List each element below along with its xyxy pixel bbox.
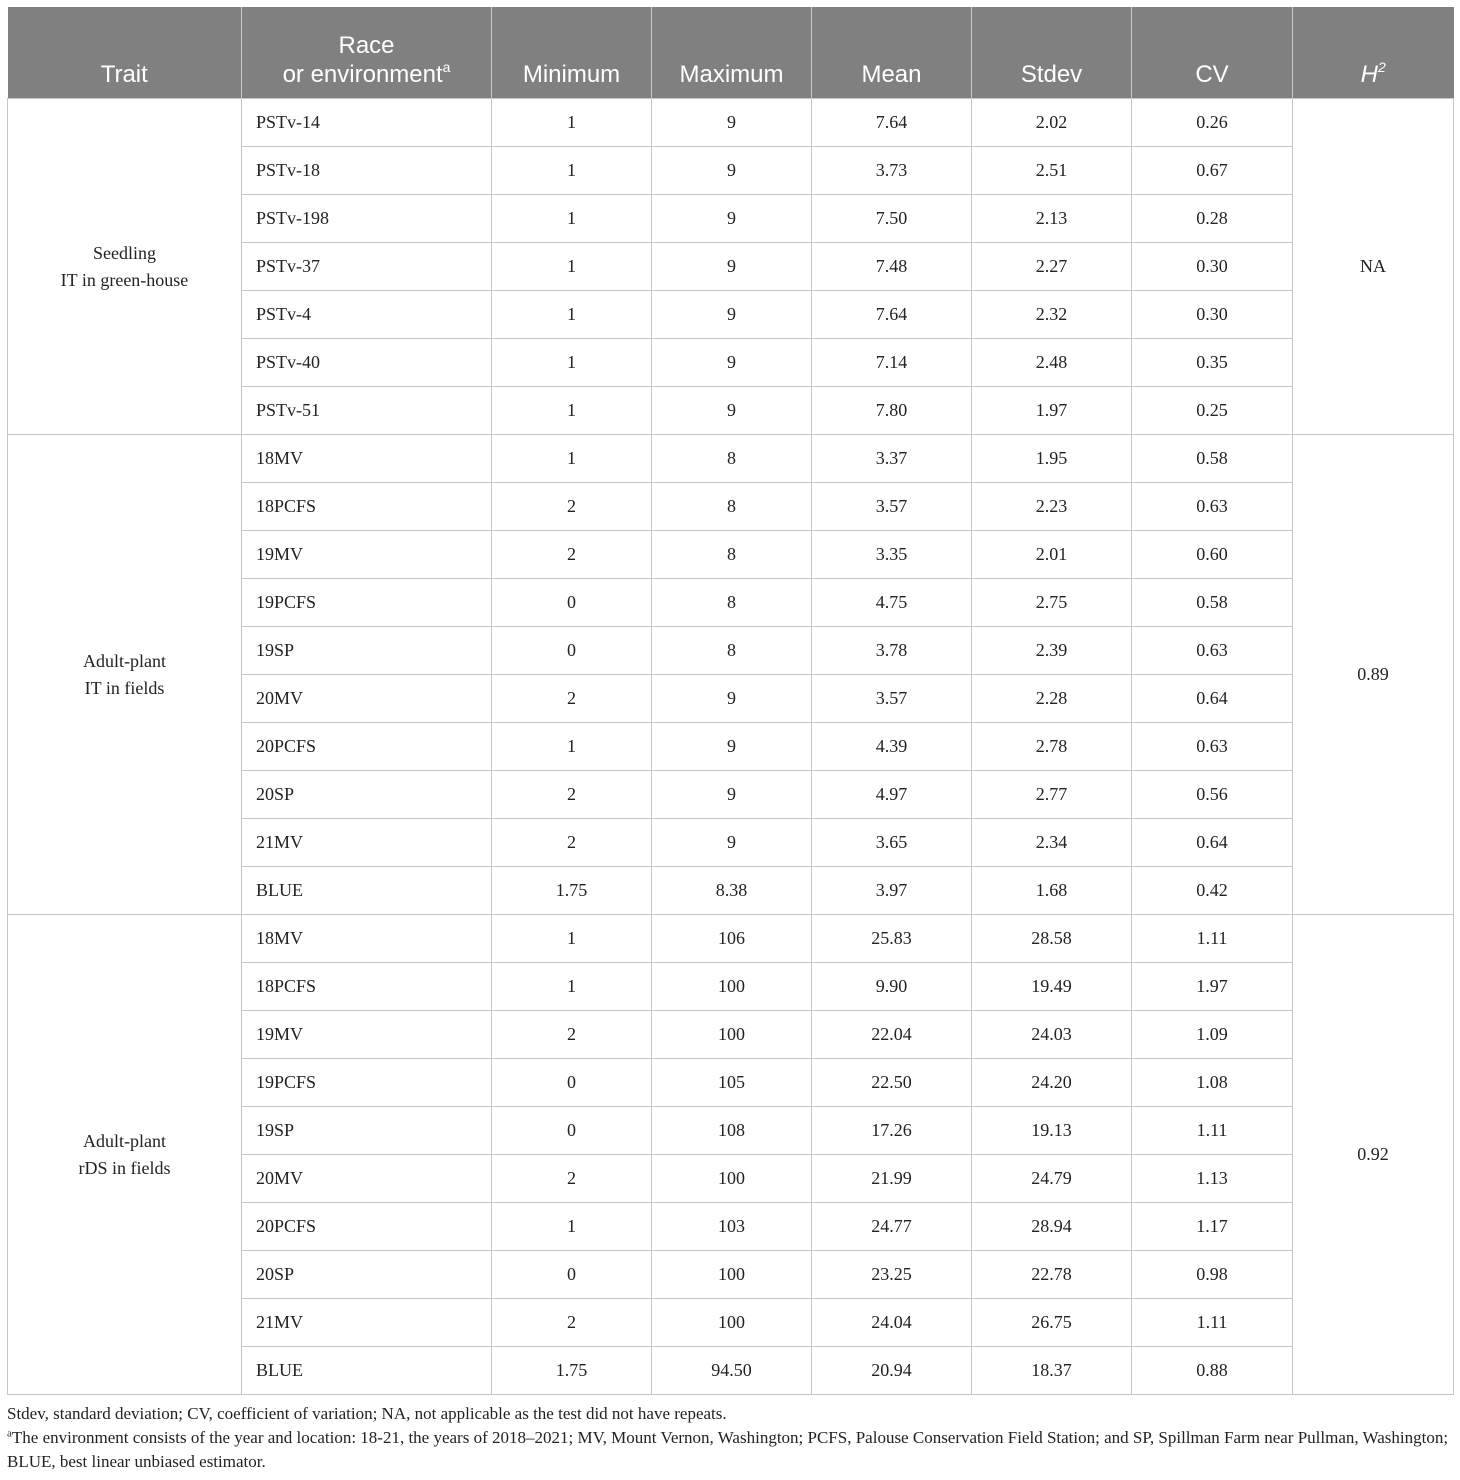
env-cell: PSTv-14 <box>242 99 492 147</box>
maximum-cell: 8 <box>652 627 812 675</box>
maximum-cell: 100 <box>652 1251 812 1299</box>
env-cell: 20PCFS <box>242 723 492 771</box>
stdev-cell: 2.27 <box>972 243 1132 291</box>
maximum-cell: 9 <box>652 771 812 819</box>
footnote-abbreviations: Stdev, standard deviation; CV, coefficient of variation; NA, not applicable as the test did not have repeats. <box>7 1404 727 1423</box>
mean-cell: 4.97 <box>812 771 972 819</box>
header-row <box>8 7 1454 99</box>
maximum-cell: 9 <box>652 195 812 243</box>
cv-cell: 0.58 <box>1132 579 1293 627</box>
mean-cell: 20.94 <box>812 1347 972 1395</box>
trait-line2: IT in fields <box>84 677 165 698</box>
table-container <box>7 7 1453 1395</box>
cv-cell: 0.67 <box>1132 147 1293 195</box>
mean-cell: 21.99 <box>812 1155 972 1203</box>
env-cell: 21MV <box>242 1299 492 1347</box>
minimum-cell: 1 <box>492 195 652 243</box>
minimum-cell: 2 <box>492 483 652 531</box>
cv-cell: 0.63 <box>1132 483 1293 531</box>
mean-cell: 3.73 <box>812 147 972 195</box>
mean-cell: 3.97 <box>812 867 972 915</box>
env-cell: 19PCFS <box>242 1059 492 1107</box>
mean-cell: 22.50 <box>812 1059 972 1107</box>
footnotes <box>7 1402 1453 1474</box>
minimum-cell: 0 <box>492 1059 652 1107</box>
env-cell: PSTv-37 <box>242 243 492 291</box>
heritability-cell: 0.89 <box>1293 435 1454 915</box>
minimum-cell: 0 <box>492 1251 652 1299</box>
cv-cell: 0.30 <box>1132 291 1293 339</box>
cv-cell: 0.25 <box>1132 387 1293 435</box>
mean-cell: 4.39 <box>812 723 972 771</box>
data-table <box>7 7 1454 1395</box>
mean-cell: 9.90 <box>812 963 972 1011</box>
cv-cell: 0.63 <box>1132 723 1293 771</box>
heritability-cell: NA <box>1293 99 1454 435</box>
cv-cell: 1.08 <box>1132 1059 1293 1107</box>
stdev-cell: 24.79 <box>972 1155 1132 1203</box>
trait-cell <box>8 99 242 435</box>
maximum-cell: 9 <box>652 339 812 387</box>
mean-cell: 23.25 <box>812 1251 972 1299</box>
mean-cell: 3.57 <box>812 483 972 531</box>
maximum-cell: 9 <box>652 243 812 291</box>
maximum-cell: 9 <box>652 147 812 195</box>
maximum-cell: 103 <box>652 1203 812 1251</box>
cv-cell: 1.09 <box>1132 1011 1293 1059</box>
header-trait: Trait <box>8 7 242 99</box>
maximum-cell: 8.38 <box>652 867 812 915</box>
maximum-cell: 100 <box>652 1299 812 1347</box>
mean-cell: 17.26 <box>812 1107 972 1155</box>
minimum-cell: 1.75 <box>492 1347 652 1395</box>
env-cell: 19SP <box>242 1107 492 1155</box>
cv-cell: 1.11 <box>1132 915 1293 963</box>
minimum-cell: 1 <box>492 963 652 1011</box>
cv-cell: 0.88 <box>1132 1347 1293 1395</box>
minimum-cell: 2 <box>492 675 652 723</box>
cv-cell: 1.13 <box>1132 1155 1293 1203</box>
cv-cell: 1.97 <box>1132 963 1293 1011</box>
stdev-cell: 2.75 <box>972 579 1132 627</box>
maximum-cell: 100 <box>652 1011 812 1059</box>
env-cell: 20PCFS <box>242 1203 492 1251</box>
mean-cell: 24.77 <box>812 1203 972 1251</box>
header-heritability <box>1293 7 1454 99</box>
minimum-cell: 2 <box>492 771 652 819</box>
env-cell: 19MV <box>242 1011 492 1059</box>
maximum-cell: 8 <box>652 531 812 579</box>
env-cell: 18MV <box>242 435 492 483</box>
mean-cell: 3.37 <box>812 435 972 483</box>
stdev-cell: 1.95 <box>972 435 1132 483</box>
footnote-a-marker: a <box>7 1427 12 1440</box>
mean-cell: 7.64 <box>812 291 972 339</box>
cv-cell: 0.64 <box>1132 819 1293 867</box>
header-h2-base: H <box>1360 61 1379 88</box>
minimum-cell: 1 <box>492 291 652 339</box>
trait-line2: rDS in fields <box>78 1157 171 1178</box>
cv-cell: 0.64 <box>1132 675 1293 723</box>
mean-cell: 22.04 <box>812 1011 972 1059</box>
minimum-cell: 1 <box>492 147 652 195</box>
env-cell: 20SP <box>242 1251 492 1299</box>
minimum-cell: 1 <box>492 339 652 387</box>
mean-cell: 7.80 <box>812 387 972 435</box>
env-cell: BLUE <box>242 1347 492 1395</box>
minimum-cell: 0 <box>492 579 652 627</box>
cv-cell: 0.56 <box>1132 771 1293 819</box>
mean-cell: 3.65 <box>812 819 972 867</box>
cv-cell: 0.60 <box>1132 531 1293 579</box>
cv-cell: 0.63 <box>1132 627 1293 675</box>
cv-cell: 1.11 <box>1132 1107 1293 1155</box>
stdev-cell: 2.78 <box>972 723 1132 771</box>
minimum-cell: 1 <box>492 435 652 483</box>
footnote-a-text: The environment consists of the year and location: 18-21, the years of 2018–2021; MV, Mount Vernon, Washington; PCFS, Palouse Conservation Field Station; and SP, Spillman Farm near Pullman, Washington; BLUE, best linear unbiased estimator. <box>7 1428 1449 1471</box>
stdev-cell: 28.94 <box>972 1203 1132 1251</box>
mean-cell: 3.57 <box>812 675 972 723</box>
env-cell: 18MV <box>242 915 492 963</box>
cv-cell: 0.58 <box>1132 435 1293 483</box>
mean-cell: 24.04 <box>812 1299 972 1347</box>
minimum-cell: 1.75 <box>492 867 652 915</box>
env-cell: 18PCFS <box>242 483 492 531</box>
stdev-cell: 2.13 <box>972 195 1132 243</box>
env-cell: 19SP <box>242 627 492 675</box>
stdev-cell: 2.51 <box>972 147 1132 195</box>
stdev-cell: 2.01 <box>972 531 1132 579</box>
minimum-cell: 0 <box>492 1107 652 1155</box>
mean-cell: 7.50 <box>812 195 972 243</box>
stdev-cell: 2.32 <box>972 291 1132 339</box>
table-body <box>8 99 1454 1395</box>
maximum-cell: 106 <box>652 915 812 963</box>
stdev-cell: 2.34 <box>972 819 1132 867</box>
cv-cell: 1.17 <box>1132 1203 1293 1251</box>
minimum-cell: 1 <box>492 723 652 771</box>
env-cell: 18PCFS <box>242 963 492 1011</box>
maximum-cell: 94.50 <box>652 1347 812 1395</box>
maximum-cell: 9 <box>652 675 812 723</box>
cv-cell: 0.35 <box>1132 339 1293 387</box>
maximum-cell: 9 <box>652 291 812 339</box>
maximum-cell: 8 <box>652 579 812 627</box>
minimum-cell: 1 <box>492 1203 652 1251</box>
mean-cell: 7.14 <box>812 339 972 387</box>
maximum-cell: 108 <box>652 1107 812 1155</box>
minimum-cell: 2 <box>492 1155 652 1203</box>
stdev-cell: 2.39 <box>972 627 1132 675</box>
stdev-cell: 2.02 <box>972 99 1132 147</box>
env-cell: 19MV <box>242 531 492 579</box>
mean-cell: 25.83 <box>812 915 972 963</box>
stdev-cell: 2.48 <box>972 339 1132 387</box>
header-cv: CV <box>1132 7 1293 99</box>
maximum-cell: 9 <box>652 99 812 147</box>
cv-cell: 0.28 <box>1132 195 1293 243</box>
footnote-a <box>7 1426 1453 1474</box>
stdev-cell: 2.23 <box>972 483 1132 531</box>
table-row <box>8 915 1454 963</box>
maximum-cell: 9 <box>652 387 812 435</box>
trait-line1: Seedling <box>93 242 156 263</box>
trait-line2: IT in green-house <box>60 269 189 290</box>
table-row <box>8 435 1454 483</box>
stdev-cell: 19.13 <box>972 1107 1132 1155</box>
stdev-cell: 22.78 <box>972 1251 1132 1299</box>
mean-cell: 7.64 <box>812 99 972 147</box>
stdev-cell: 1.68 <box>972 867 1132 915</box>
stdev-cell: 1.97 <box>972 387 1132 435</box>
mean-cell: 7.48 <box>812 243 972 291</box>
cv-cell: 0.30 <box>1132 243 1293 291</box>
env-cell: PSTv-40 <box>242 339 492 387</box>
maximum-cell: 100 <box>652 1155 812 1203</box>
trait-cell <box>8 915 242 1395</box>
env-cell: 19PCFS <box>242 579 492 627</box>
minimum-cell: 2 <box>492 531 652 579</box>
cv-cell: 0.26 <box>1132 99 1293 147</box>
header-race-line2: or environment <box>282 61 443 88</box>
stdev-cell: 2.77 <box>972 771 1132 819</box>
minimum-cell: 1 <box>492 243 652 291</box>
stdev-cell: 18.37 <box>972 1347 1132 1395</box>
cv-cell: 1.11 <box>1132 1299 1293 1347</box>
minimum-cell: 1 <box>492 387 652 435</box>
maximum-cell: 100 <box>652 963 812 1011</box>
header-minimum: Minimum <box>492 7 652 99</box>
heritability-cell: 0.92 <box>1293 915 1454 1395</box>
env-cell: PSTv-198 <box>242 195 492 243</box>
cv-cell: 0.42 <box>1132 867 1293 915</box>
cv-cell: 0.98 <box>1132 1251 1293 1299</box>
header-mean: Mean <box>812 7 972 99</box>
mean-cell: 4.75 <box>812 579 972 627</box>
header-race-environment <box>242 7 492 99</box>
minimum-cell: 2 <box>492 1299 652 1347</box>
stdev-cell: 19.49 <box>972 963 1132 1011</box>
maximum-cell: 105 <box>652 1059 812 1107</box>
minimum-cell: 0 <box>492 627 652 675</box>
header-maximum: Maximum <box>652 7 812 99</box>
minimum-cell: 2 <box>492 819 652 867</box>
header-h2-sup: 2 <box>1378 59 1386 76</box>
maximum-cell: 9 <box>652 819 812 867</box>
stdev-cell: 2.28 <box>972 675 1132 723</box>
minimum-cell: 1 <box>492 99 652 147</box>
mean-cell: 3.78 <box>812 627 972 675</box>
maximum-cell: 9 <box>652 723 812 771</box>
env-cell: 20MV <box>242 1155 492 1203</box>
env-cell: 20SP <box>242 771 492 819</box>
header-race-sup: a <box>442 59 451 76</box>
env-cell: 21MV <box>242 819 492 867</box>
trait-line1: Adult-plant <box>83 1130 166 1151</box>
minimum-cell: 1 <box>492 915 652 963</box>
header-race-line1: Race <box>338 32 395 59</box>
trait-line1: Adult-plant <box>83 650 166 671</box>
trait-cell <box>8 435 242 915</box>
env-cell: BLUE <box>242 867 492 915</box>
maximum-cell: 8 <box>652 435 812 483</box>
env-cell: PSTv-4 <box>242 291 492 339</box>
mean-cell: 3.35 <box>812 531 972 579</box>
env-cell: PSTv-18 <box>242 147 492 195</box>
header-stdev: Stdev <box>972 7 1132 99</box>
env-cell: 20MV <box>242 675 492 723</box>
maximum-cell: 8 <box>652 483 812 531</box>
table-row <box>8 99 1454 147</box>
stdev-cell: 26.75 <box>972 1299 1132 1347</box>
stdev-cell: 28.58 <box>972 915 1132 963</box>
stdev-cell: 24.20 <box>972 1059 1132 1107</box>
minimum-cell: 2 <box>492 1011 652 1059</box>
env-cell: PSTv-51 <box>242 387 492 435</box>
stdev-cell: 24.03 <box>972 1011 1132 1059</box>
